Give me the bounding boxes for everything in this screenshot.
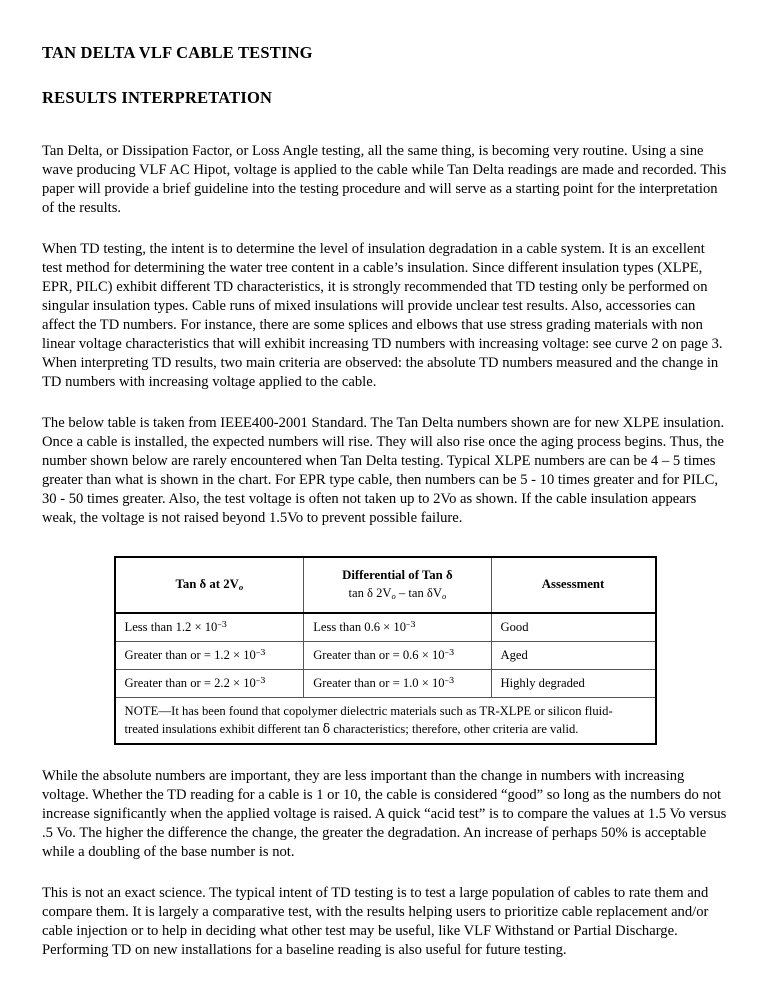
body-paragraph: This is not an exact science. The typical intent of TD testing is to test a large population of cables to rate them and compare them. It is largely a comparative test, with the results helping users to prioritize cable replacement and/or cable injection or to help in deciding what other test may be useful, like VLF Withstand or Partial Discharge. Performing TD on new installations for a baseline reading is also useful for future testing.: [42, 884, 709, 958]
paragraph-block-4: [42, 767, 728, 862]
paragraph-block-1: [42, 142, 728, 218]
page-title: TAN DELTA VLF CABLE TESTING: [42, 43, 313, 62]
cell-differential: Less than $0.6 \times 10^{-3}$: [304, 613, 491, 641]
body-paragraph: Tan Delta, or Dissipation Factor, or Loss Angle testing, all the same thing, is becoming very routine. Using a sine wave producing VLF AC Hipot, voltage is applied to the cable while Tan Delta readings are made and recorded. This paper will provide a brief guideline into the testing procedure and will serve as a starting point for the interpretation of the results.: [42, 142, 727, 216]
body-paragraph: When TD testing, the intent is to determine the level of insulation degradation in a cable system. It is an excellent test method for determining the water tree content in a cable’s insulation. Since different insulation types (XLPE, EPR, PILC) exhibit different TD characteristics, it is strongly recommended that TD testing only be performed on singular insulation types. Cable runs of mixed insulations will provide unclear test results. Also, accessories can affect the TD numbers. For instance, there are some splices and elbows that use stress grading materials with non linear voltage characteristics that will exhibit increasing TD numbers with increasing voltage: see curve 2 on page 3. When interpreting TD results, two main criteria are observed: the absolute TD numbers measured and the change in TD numbers with increasing voltage applied to the cable.: [42, 240, 723, 390]
table-note-text-before: It has been found that copolymer dielectric materials such as TR-XLPE or silicon fluid-treated insulations exhibit different tan: [124, 703, 613, 736]
column-header-tan-delta-subscript: o: [238, 581, 244, 592]
table-note-text-after: characteristics; therefore, other criteria are valid.: [330, 721, 579, 736]
ieee400-table-container: [42, 556, 728, 745]
cell-tan-delta: Greater than or = $2.2 \times 10^{-3}$: [115, 669, 304, 697]
table-row: [115, 669, 656, 697]
paragraph-block-5: [42, 884, 728, 960]
cell-assessment: Aged: [491, 641, 655, 669]
cell-tan-delta: Greater than or = $1.2 \times 10^{-3}$: [115, 641, 304, 669]
cell-assessment: Highly degraded: [491, 669, 655, 697]
cell-differential: Greater than or = $0.6 \times 10^{-3}$: [304, 641, 491, 669]
column-header-tan-delta: [115, 557, 304, 613]
table-note-label: NOTE—: [124, 703, 172, 718]
cell-assessment: Good: [491, 613, 655, 641]
body-paragraph: While the absolute numbers are important, they are less important than the change in numbers with increasing voltage. Whether the TD reading for a cable is 1 or 10, the cable is considered “good” so long as the numbers do not increase significantly when the applied voltage is raised. A quick “acid test” is to compare the values at 1.5 Vo versus .5 Vo. The higher the difference the change, the greater the degradation. An increase of perhaps 50% is acceptable while a doubling of the base number is not.: [42, 767, 727, 860]
column-header-assessment: Assessment: [491, 557, 655, 613]
cell-differential: Greater than or = $1.0 \times 10^{-3}$: [304, 669, 491, 697]
table-row: [115, 641, 656, 669]
paragraph-block-3: [42, 414, 728, 528]
table-row: [115, 613, 656, 641]
table-header: [115, 557, 656, 613]
table-note-row: [115, 697, 656, 744]
column-header-differential-line1: Differential of Tan δ: [342, 568, 453, 583]
table-note: [115, 697, 656, 744]
ieee400-results-table: [114, 556, 657, 745]
column-header-differential: [304, 557, 491, 613]
column-header-differential-line2: tan δ $2V_o$ – $\tan \delta V_o$: [348, 585, 447, 601]
paragraph-block-2: [42, 240, 728, 392]
column-header-tan-delta-text: Tan δ at 2V: [175, 576, 239, 591]
page-subtitle: RESULTS INTERPRETATION: [42, 88, 273, 108]
table-header-row: [115, 557, 656, 613]
table-body: [115, 613, 656, 744]
cell-tan-delta: Less than $1.2 \times 10^{-3}$: [115, 613, 304, 641]
table-note-delta-symbol: δ: [322, 720, 331, 736]
body-paragraph: The below table is taken from IEEE400-2001 Standard. The Tan Delta numbers shown are for new XLPE insulation. Once a cable is installed, the expected numbers will rise. They will also rise once the aging process begins. Thus, the number shown below are rarely encountered when Tan Delta testing. Typical XLPE numbers are can be 4 – 5 times greater than what is shown in the chart. For EPR type cable, then numbers can be 5 - 10 times greater and for PILC, 30 - 50 times greater. Also, the test voltage is often not taken up to 2Vo as shown. If the cable insulation appears weak, the voltage is not raised beyond 1.5Vo to prevent possible failure.: [42, 414, 725, 527]
